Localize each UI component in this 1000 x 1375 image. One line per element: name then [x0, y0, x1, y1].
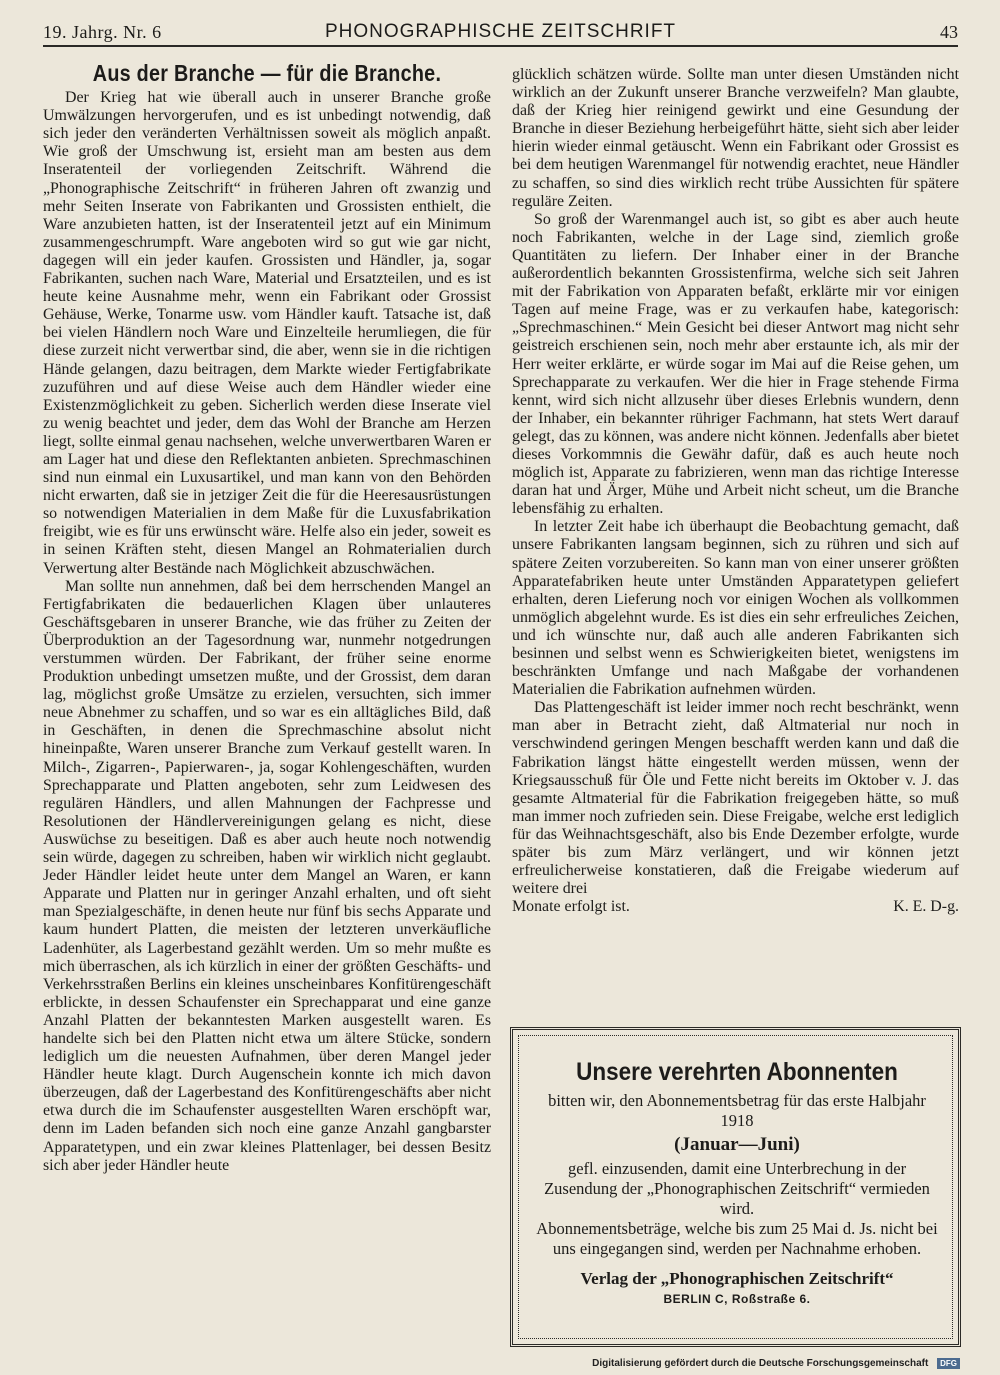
notice-title: Unsere verehrten Abonnenten: [576, 1058, 898, 1086]
article-paragraph-continued: glücklich schätzen würde. Sollte man unter diesen Umständen nicht wirklich an der Zukunft unserer Branche verzweifeln? Man glaubte, daß der Krieg hier reinigend gewirkt und eine Gesundung der Branche in dieser Beziehung herbeigeführt hätte, sieht sich aber leider hierin wieder einmal getäuscht. Wenn ein Fabrikant oder Grossist es bei dem heutigen Warenmangel für notwendig erachtet, neue Händler zu schaffen, so sind dies wirklich recht trübe Aussichten für spätere reguläre Zeiten.: [512, 66, 959, 210]
article-paragraph: Man sollte nun annehmen, daß bei dem herrschenden Mangel an Fertigfabrikaten die bedauerlichen Klagen über unlauteres Geschäftsgebaren in unserer Branche, wie das früher zu Zeiten der Überproduktion an der Tagesordnung war, nunmehr notgedrungen verstummen würden. Der Fabrikant, der früher seine enorme Produktion unbedingt umsetzen mußte, und der Grossist, dem daran lag, möglichst große Umsätze zu erzielen, versuchten, sich immer neue Abnehmer zu schaffen, und so war es ein alltägliches Bild, daß in Geschäften, in denen die Sprechmaschine absolut nicht hineinpaßte, Waren unserer Branche zum Verkauf gestellt waren. In Milch-, Zigarren-, Papierwaren-, ja, sogar Kohlengeschäften, wurden Sprechapparate und Platten angeboten, sehr zum Leidwesen des regulären Händlers, und allen Mahnungen der Fachpresse und Resolutionen der Händlervereinigungen gelang es nicht, diese Auswüchse zu beseitigen. Daß es aber auch heute noch notwendig sein würde, dagegen zu schreiben, haben wir wirklich nicht geglaubt. Jeder Händler leidet heute unter dem Mangel an Waren, er kann Apparate und Platten nur in geringer Anzahl erhalten, und oft sieht man Spezialgeschäfte, in denen heute nur fünf bis sechs Apparate und kaum hundert Platten, die meisten der letzteren unverkäufliche Ladenhüter, als Lagerbestand gezählt werden. Um so mehr mußte es mich überraschen, als ich kürzlich in einer der größten Geschäfts- und Verkehrsstraßen Berlins ein kleines unscheinbares Konfitürengeschäft erblickte, in dessen Schaufenster ein Sprechapparat und eine ganze Anzahl Platten der bekanntesten Marken ausgestellt waren. Es handelte sich bei den Platten nicht etwa um ältere Stücke, sondern lediglich um die neuesten Aufnahmen, über deren Mangel jeder Händler heute klagt. Durch Augenschein konnte ich mich davon überzeugen, daß der Lagerbestand des Konfitürengeschäfts aber nicht etwa durch die im Schaufenster ausgestellten Waren erschöpft war, denn im Laden befanden sich noch eine ganze Anzahl gangbarster Apparatetypen, und ein zwar kleines Plattenlager, bei dessen Besitz sich aber jeder Händler heute: [43, 577, 491, 1174]
notice-text: bitten wir, den Abonnementsbetrag für das erste Halbjahr 1918: [548, 1091, 926, 1130]
page-header: [43, 20, 958, 46]
subscription-notice: [510, 1027, 961, 1347]
publisher-address: BERLIN C, Roßstraße 6.: [663, 1292, 811, 1306]
article-paragraph: So groß der Warenmangel auch ist, so gibt es aber auch heute noch Fabrikanten, welche in der Lage sind, ziemlich große Quantitäten zu liefern. Der Inhaber einer in der Branche außerordentlich bekannten Grossistenfirma, welche sich seit Jahren mit der Fabrikation von Apparaten befaßt, erklärte mir vor einigen Tagen auf meine Frage, was er zu verkaufen habe, kategorisch: „Sprechmaschinen.“ Mein Gesicht bei dieser Antwort mag nicht sehr geistreich erschienen sein, noch mehr aber erstaunte ich, als mir der Herr weiter erklärte, er würde sogar im Mai auf die Reise gehen, um Sprechapparate zu verkaufen. Wer die hier in Frage stehende Firma kennt, wird sich nicht allzusehr über dieses Erlebnis wundern, denn der Inhaber, ein bekannter rühriger Fachmann, hat stets Wert darauf gelegt, das zu können, was andere nicht können. Jedenfalls aber bietet dieses Vorkommnis die Gewähr dafür, daß es auch heute noch möglich ist, Apparate zu fabrizieren, wenn man das richtige Interesse daran hat und Ärger, Mühe und Arbeit nicht scheut, um die Branche lebensfähig zu erhalten.: [512, 210, 959, 518]
issue-number: 19. Jahrg. Nr. 6: [43, 22, 162, 42]
digitization-credit: [592, 1358, 960, 1369]
header-rule: [43, 45, 958, 47]
article-closing: [512, 898, 959, 916]
article-title: Aus der Branche — für die Branche.: [92, 60, 442, 86]
credit-text: Digitalisierung gefördert durch die Deutsche Forschungsgemeinschaft: [592, 1358, 929, 1369]
publisher-name: Verlag der „Phonographischen Zeitschrift“: [580, 1269, 894, 1288]
page-number: 43: [940, 22, 958, 42]
right-column: [512, 66, 959, 916]
notice-text: Abonnementsbeträge, welche bis zum 25 Mai d. Js. nicht bei uns eingegangen sind, werden per Nachnahme erhoben.: [536, 1219, 938, 1258]
article-paragraph: In letzter Zeit habe ich überhaupt die Beobachtung gemacht, daß unsere Fabrikanten langsam beginnen, sich zu rühren und sich auf spätere Zeiten vorzubereiten. So kann man von einer unserer größten Apparatefabriken heute unter Umständen Apparatetypen geliefert erhalten, deren Lieferung noch vor einigen Wochen als vollkommen unmöglich abgelehnt wurde. Es ist dies ein sehr erfreuliches Zeichen, und ich wünschte nur, daß auch alle anderen Fabrikanten sich besinnen und selbst wenn es Schwierigkeiten bietet, wenigstens im beschränkten Umfange und nach Maßgabe der vorhandenen Materialien die Fabrikation aufnehmen würden.: [512, 518, 959, 699]
author-signature: K. E. D-g.: [893, 898, 959, 916]
notice-text: gefl. einzusenden, damit eine Unterbrechung in der Zusendung der „Phonographischen Zeitschrift“ vermieden wird.: [544, 1159, 930, 1218]
left-column: [43, 60, 491, 1175]
closing-text: Monate erfolgt ist.: [512, 898, 630, 916]
dfg-logo: DFG: [937, 1358, 960, 1369]
article-paragraph: Der Krieg hat wie überall auch in unserer Branche große Umwälzungen hervorgerufen, und es ist unbedingt notwendig, daß sich jeder den veränderten Verhältnissen soweit als möglich anpaßt. Wie groß der Umschwung ist, ersieht man am besten aus dem Inseratenteil der vorliegenden Zeitschrift. Während die „Phonographische Zeitschrift“ in früheren Jahren oft zwanzig und mehr Seiten Inserate von Fabrikanten und Grossisten enthielt, die Ware anzubieten hatten, ist der Inseratenteil jetzt auf ein Minimum zusammengeschrumpft. Ware angeboten wird so gut wie gar nicht, dagegen will ein jeder kaufen. Grossisten und Händler, ja, sogar Fabrikanten, suchen nach Ware, Material und Ersatzteilen, und es ist heute keine Ausnahme mehr, wenn ein Fabrikant oder Grossist Gehäuse, Werke, Tonarme usw. vom Händler kauft. Tatsache ist, daß bei vielen Händlern noch Ware und Einzelteile herumliegen, die für diese zurzeit nicht verwertbar sind, die aber, wenn sie in die richtigen Hände gelangen, dazu beitragen, dem Markte wieder Fertigfabrikate zuzuführen und auf diese Weise auch dem Händler wieder eine Existenzmöglichkeit zu geben. Sicherlich werden diese Inserate viel zu wenig beachtet und jeder, dem das Wohl der Branche am Herzen liegt, sollte einmal genau nachsehen, welche unverwertbaren Waren er am Lager hat und diese den Reflektanten anbieten. Sprechmaschinen sind nun einmal ein Luxusartikel, und man kann von den Behörden nicht erwarten, daß sie in jetziger Zeit die für die Heeresausrüstungen so notwendigen Materialien in dem Maße für die Luxusfabrikation freigibt, wie es für uns erwünscht wäre. Helfe also ein jeder, soweit es in seinen Kräften steht, diesen Mangel an Rohmaterialien durch Verwertung alter Bestände nach Möglichkeit abzuschwächen.: [43, 89, 491, 577]
notice-content: [532, 1057, 942, 1309]
journal-title: PHONOGRAPHISCHE ZEITSCHRIFT: [324, 21, 677, 42]
notice-period: (Januar—Juni): [674, 1134, 800, 1155]
article-paragraph: Das Plattengeschäft ist leider immer noch recht beschränkt, wenn man aber in Betracht zieht, daß Altmaterial nur noch in verschwindend geringen Mengen beschafft werden kann und daß die Fabrikation längst hätte eingestellt werden müssen, wenn der Kriegsausschuß für Öle und Fette nicht bereits im Oktober v. J. das gesamte Altmaterial für die Fabrikation freigegeben hätte, so muß man immer noch zufrieden sein. Diese Freigabe, welche erst lediglich für das Weihnachtsgeschäft, also bis Ende Dezember erfolgte, wurde später bis zum März verlängert, und wir können jetzt erfreulicherweise konstatieren, daß die Freigabe wiederum auf weitere drei: [512, 699, 959, 898]
